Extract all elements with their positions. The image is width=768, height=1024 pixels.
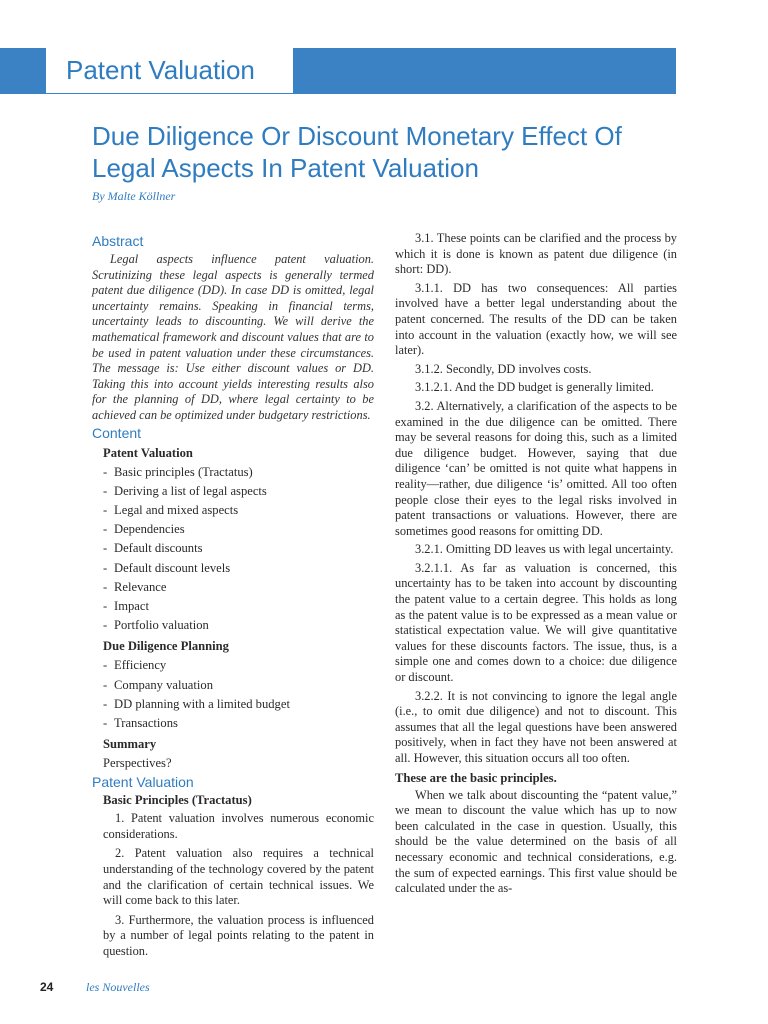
header-bar-left bbox=[0, 48, 46, 94]
header-rule bbox=[46, 93, 676, 94]
toc-item: - Impact bbox=[103, 597, 374, 616]
toc-item: - Portfolio valuation bbox=[103, 616, 374, 635]
paragraph-2: 2. Patent valuation also requires a technical understanding of the technology covered by the patent and the clarification of certain technical issues. We will come back to this later. bbox=[103, 846, 374, 908]
basic-principles-statement: These are the basic principles. bbox=[395, 770, 557, 785]
paragraph-discounting: When we talk about discounting the “patent value,” we mean to discount the value which has up to now been calculated in the case in question. Usually, this should be the value determined on the basis of all necessary economic and technical considerations, e.g. the sum of expected earnings. This first value should be calculated under the as- bbox=[395, 787, 677, 896]
paragraph-1: 1. Patent valuation involves numerous economic considerations. bbox=[103, 811, 374, 841]
article-title: Due Diligence Or Discount Monetary Effect Of Legal Aspects In Patent Valuation bbox=[92, 121, 622, 183]
paragraph-3-2: 3.2. Alternatively, a clarification of the aspects to be examined in the due diligence can be omitted. There may be several reasons for doing this, such as a limited due diligence budget. However, saying that due diligence ‘can’ be omitted is not quite what happens in reality—rather, due diligence ‘is’ omitted. All too often people close their eyes to the legal risks involved in patent transactions or valuations. However, there are sometimes good reasons for omitting DD. bbox=[395, 398, 677, 538]
section-title: Patent Valuation bbox=[66, 55, 255, 85]
toc-item: - Relevance bbox=[103, 578, 374, 597]
paragraph-3-2-2: 3.2.2. It is not convincing to ignore the legal angle (i.e., to omit due diligence) and not to discount. This assumes that all the legal questions have been answered positively, when in fact they have not been answered at all. However, this situation occurs all too often. bbox=[395, 688, 677, 765]
toc-heading-dd-planning: Due Diligence Planning bbox=[103, 639, 229, 654]
basic-principles-heading: Basic Principles (Tractatus) bbox=[103, 793, 252, 808]
toc-item: - Efficiency bbox=[103, 656, 374, 675]
right-column bbox=[395, 231, 677, 900]
toc-item: - Transactions bbox=[103, 714, 374, 733]
toc-heading-patent-valuation: Patent Valuation bbox=[103, 445, 193, 460]
page-number: 24 bbox=[40, 980, 54, 994]
paragraph-3-2-1-1: 3.2.1.1. As far as valuation is concerned, this uncertainty has to be taken into account by discounting the patent value to a certain degree. This holds as long as the patent value is to be expressed as a mean value or statistical expectation value. We will give quantitative values for these discounts factors. The issue, thus, is a simple one and comes down to a choice: due diligence or discount. bbox=[395, 560, 677, 685]
header-bar-right bbox=[293, 48, 676, 94]
toc-list-dd-planning bbox=[92, 656, 374, 733]
patent-valuation-heading: Patent Valuation bbox=[92, 774, 194, 791]
paragraph-3-1-1: 3.1.1. DD has two consequences: All parties involved have a better legal understanding about the patent concerned. The results of the DD can be taken into account in the valuation (exactly how, we will see later). bbox=[395, 280, 677, 358]
paragraph-3-1: 3.1. These points can be clarified and the process by which it is done is known as patent due diligence (in short: DD). bbox=[395, 231, 677, 277]
paragraph-3-1-2: 3.1.2. Secondly, DD involves costs. bbox=[415, 361, 592, 376]
journal-name: les Nouvelles bbox=[86, 980, 150, 994]
paragraph-3-1-2-1: 3.1.2.1. And the DD budget is generally limited. bbox=[415, 380, 654, 395]
toc-item: - Basic principles (Tractatus) bbox=[103, 463, 374, 482]
toc-item: - Dependencies bbox=[103, 520, 374, 539]
toc-perspectives: Perspectives? bbox=[103, 756, 172, 771]
toc-item: - Legal and mixed aspects bbox=[103, 501, 374, 520]
toc-heading-summary: Summary bbox=[103, 737, 157, 752]
toc-item: - DD planning with a limited budget bbox=[103, 695, 374, 714]
toc-item: - Deriving a list of legal aspects bbox=[103, 482, 374, 501]
byline: By Malte Köllner bbox=[92, 189, 176, 203]
left-column bbox=[92, 232, 374, 964]
toc-item: - Company valuation bbox=[103, 676, 374, 695]
paragraph-3: 3. Furthermore, the valuation process is influenced by a number of legal points relating to the patent in question. bbox=[103, 912, 374, 958]
toc-list-patent-valuation bbox=[92, 463, 374, 636]
paragraph-3-2-1: 3.2.1. Omitting DD leaves us with legal uncertainty. bbox=[415, 542, 674, 557]
abstract-text: Legal aspects influence patent valuation. Scrutinizing these legal aspects is generally termed patent due diligence (DD). In case DD is omitted, legal uncertainty remains. Speaking in financial terms, uncertainty leads to discounting. We will derive the mathematical framework and discount values that are to be used in patent valuation under these circumstances. The message is: Use either discount values or DD. Taking this into account yields interesting results also for the planning of DD, where legal certainty to be achieved can be optimized under budgetary restrictions. bbox=[92, 252, 374, 422]
content-heading: Content bbox=[92, 424, 142, 441]
abstract-heading: Abstract bbox=[92, 233, 144, 249]
toc-item: - Default discount levels bbox=[103, 559, 374, 578]
toc-item: - Default discounts bbox=[103, 539, 374, 558]
